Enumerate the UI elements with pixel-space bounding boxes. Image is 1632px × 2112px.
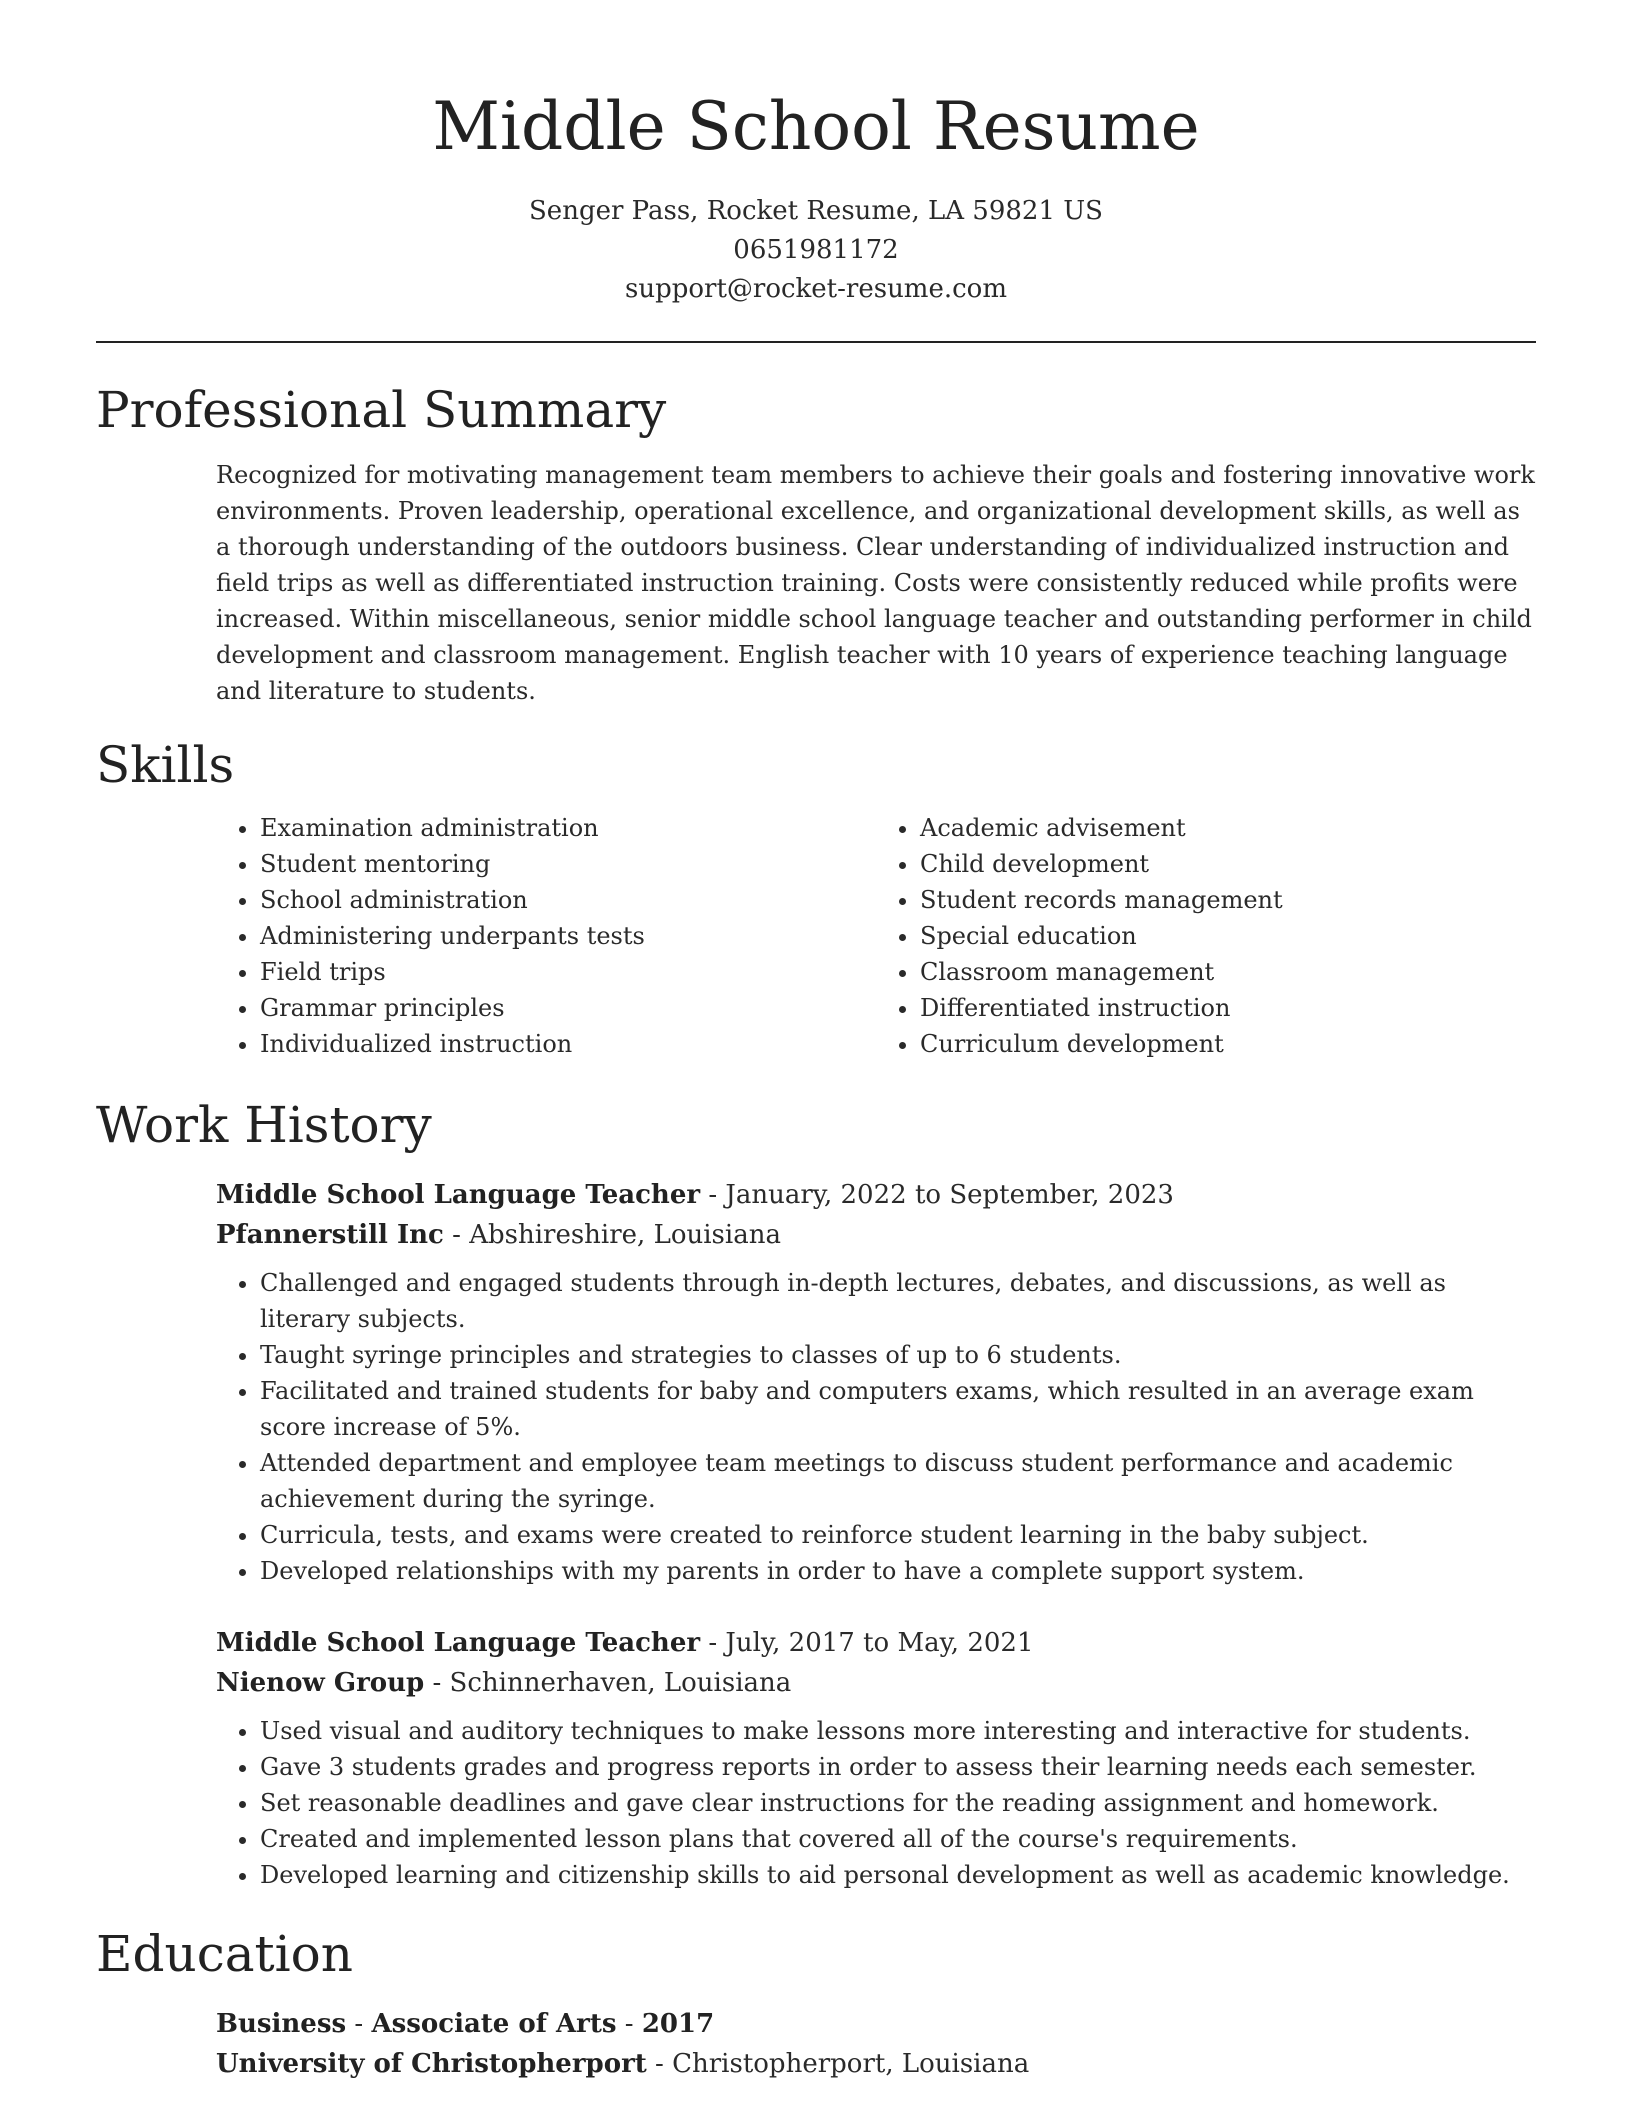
job-entry bbox=[216, 1623, 1536, 1893]
job-bullet: • Curricula, tests, and exams were created to reinforce student learning in the baby subject. bbox=[260, 1517, 1536, 1553]
skill-item: • Administering underpants tests bbox=[260, 918, 876, 954]
separator: - bbox=[432, 1668, 450, 1698]
skill-item: • Student records management bbox=[920, 882, 1536, 918]
separator: - bbox=[354, 2009, 372, 2039]
job-dates: July, 2017 to May, 2021 bbox=[725, 1628, 1034, 1658]
job-bullet: • Challenged and engaged students through in-depth lectures, debates, and discussions, as well as literary subjects. bbox=[260, 1265, 1536, 1337]
skill-item: • Child development bbox=[920, 846, 1536, 882]
education-degree: Associate of Arts bbox=[371, 2009, 617, 2039]
skill-item: • Examination administration bbox=[260, 810, 876, 846]
job-location: Abshireshire, Louisiana bbox=[469, 1220, 781, 1250]
skills-list-right bbox=[876, 810, 1536, 1062]
contact-phone: 0651981172 bbox=[733, 235, 899, 265]
separator: - bbox=[452, 1220, 470, 1250]
resume-header bbox=[0, 0, 1632, 309]
job-dates: January, 2022 to September, 2023 bbox=[725, 1180, 1174, 1210]
job-bullet: • Created and implemented lesson plans that covered all of the course's requirements. bbox=[260, 1821, 1536, 1857]
job-bullet: • Attended department and employee team meetings to discuss student performance and academic achievement during the syringe. bbox=[260, 1445, 1536, 1517]
summary-section bbox=[216, 457, 1536, 709]
skill-item: • Classroom management bbox=[920, 954, 1536, 990]
skill-item: • School administration bbox=[260, 882, 876, 918]
education-school: University of Christopherport bbox=[216, 2049, 647, 2079]
section-title-summary: Professional Summary bbox=[96, 381, 667, 439]
section-title-skills: Skills bbox=[96, 736, 235, 794]
job-bullet: • Developed learning and citizenship skills to aid personal development as well as academic knowledge. bbox=[260, 1857, 1536, 1893]
skill-item: • Grammar principles bbox=[260, 990, 876, 1026]
contact-email: support@rocket-resume.com bbox=[624, 274, 1007, 304]
job-role: Middle School Language Teacher bbox=[216, 1628, 701, 1658]
education-location: Christopherport, Louisiana bbox=[672, 2049, 1030, 2079]
education-entry bbox=[216, 2004, 1536, 2084]
job-heading bbox=[216, 1175, 1536, 1215]
job-bullet: • Set reasonable deadlines and gave clear instructions for the reading assignment and homework. bbox=[260, 1785, 1536, 1821]
job-location: Schinnerhaven, Louisiana bbox=[449, 1668, 792, 1698]
resume-title: Middle School Resume bbox=[432, 88, 1200, 165]
section-title-work-history: Work History bbox=[96, 1096, 432, 1154]
education-field: Business bbox=[216, 2009, 347, 2039]
job-bullet: • Facilitated and trained students for baby and computers exams, which resulted in an average exam score increase of 5%. bbox=[260, 1373, 1536, 1445]
job-heading bbox=[216, 1623, 1536, 1663]
job-employer bbox=[216, 1215, 1536, 1255]
contact-block bbox=[0, 192, 1632, 309]
job-bullet: • Developed relationships with my parents in order to have a complete support system. bbox=[260, 1553, 1536, 1589]
skill-item: • Special education bbox=[920, 918, 1536, 954]
separator: - bbox=[708, 1180, 726, 1210]
summary-text: Recognized for motivating management team members to achieve their goals and fostering innovative work environments. Proven leadership, operational excellence, and organizational development skills, as well as a thorough understanding of the outdoors business. Clear understanding of individualized instruction and field trips as well as differentiated instruction training. Costs were consistently reduced while profits were increased. Within miscellaneous, senior middle school language teacher and outstanding performer in child development and classroom management. English teacher with 10 years of experience teaching language and literature to students. bbox=[216, 461, 1535, 705]
skills-section bbox=[216, 810, 1536, 1062]
job-company: Pfannerstill Inc bbox=[216, 1220, 444, 1250]
education-degree-line bbox=[216, 2004, 1536, 2044]
skills-list-left bbox=[216, 810, 876, 1062]
education-year: 2017 bbox=[641, 2009, 715, 2039]
education-school-line bbox=[216, 2044, 1536, 2084]
separator: - bbox=[708, 1628, 726, 1658]
job-company: Nienow Group bbox=[216, 1668, 425, 1698]
job-bullets bbox=[216, 1713, 1536, 1893]
skill-item: • Student mentoring bbox=[260, 846, 876, 882]
job-bullet: • Used visual and auditory techniques to make lessons more interesting and interactive for students. bbox=[260, 1713, 1536, 1749]
skill-item: • Differentiated instruction bbox=[920, 990, 1536, 1026]
job-role: Middle School Language Teacher bbox=[216, 1180, 701, 1210]
skill-item: • Field trips bbox=[260, 954, 876, 990]
job-employer bbox=[216, 1663, 1536, 1703]
job-entry bbox=[216, 1175, 1536, 1589]
job-bullets bbox=[216, 1265, 1536, 1589]
job-bullet: • Gave 3 students grades and progress reports in order to assess their learning needs each semester. bbox=[260, 1749, 1536, 1785]
separator: - bbox=[624, 2009, 642, 2039]
header-divider bbox=[96, 341, 1536, 343]
section-title-education: Education bbox=[96, 1925, 353, 1983]
skill-item: • Individualized instruction bbox=[260, 1026, 876, 1062]
job-bullet: • Taught syringe principles and strategies to classes of up to 6 students. bbox=[260, 1337, 1536, 1373]
separator: - bbox=[655, 2049, 673, 2079]
contact-address: Senger Pass, Rocket Resume, LA 59821 US bbox=[529, 196, 1103, 226]
skill-item: • Curriculum development bbox=[920, 1026, 1536, 1062]
skill-item: • Academic advisement bbox=[920, 810, 1536, 846]
